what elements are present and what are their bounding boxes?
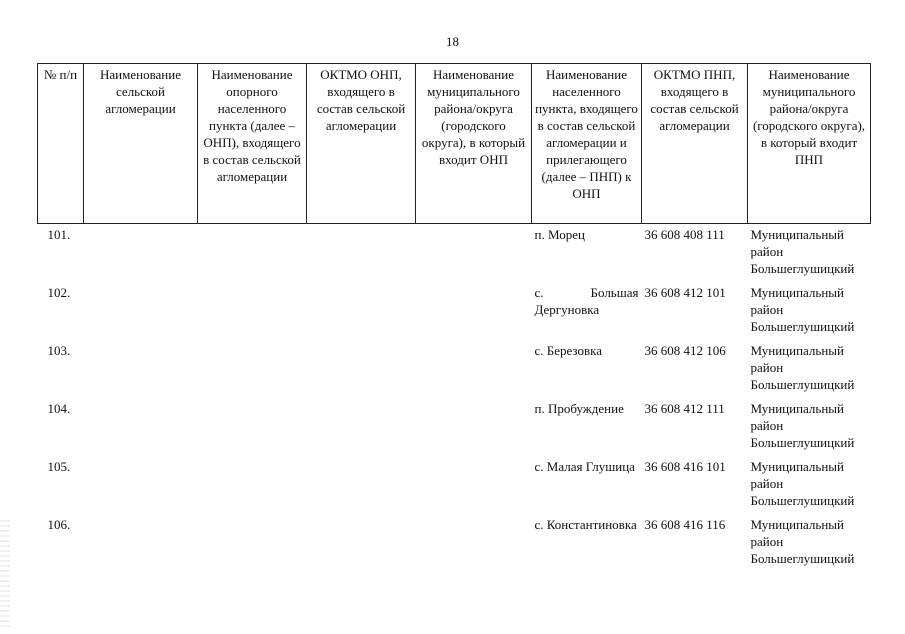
header-onp-oktmo: ОКТМО ОНП, входящего в состав сельской агломерации — [307, 64, 416, 224]
pnp-oktmo: 36 608 408 111 — [644, 227, 725, 242]
row-num: 103. — [47, 343, 71, 358]
table-row — [38, 456, 871, 514]
pnp-name: п. Морец — [534, 227, 585, 242]
pnp-district: Муниципальный район Большеглушицкий — [750, 227, 855, 276]
pnp-oktmo: 36 608 416 116 — [644, 517, 726, 532]
pnp-district: Муниципальный район Большеглушицкий — [750, 517, 855, 566]
header-row — [38, 64, 871, 224]
pnp-oktmo: 36 608 412 106 — [644, 343, 726, 358]
pnp-name: с. Константиновка — [534, 517, 637, 532]
pnp-district: Муниципальный район Большеглушицкий — [750, 285, 855, 334]
table-row — [38, 282, 871, 340]
row-num: 101. — [47, 227, 71, 242]
table-row — [38, 224, 871, 283]
header-pnp-name: Наименование населенного пункта, входящего в состав сельской агломерации и прилегающего (далее – ПНП) к ОНП — [532, 64, 642, 224]
table-row — [38, 340, 871, 398]
pnp-name: с. Березовка — [534, 343, 603, 358]
header-agglomeration: Наименование сельской агломерации — [84, 64, 198, 224]
pnp-oktmo: 36 608 416 101 — [644, 459, 726, 474]
page-number: 18 — [446, 34, 459, 49]
pnp-district: Муниципальный район Большеглушицкий — [750, 459, 855, 508]
table-row — [38, 514, 871, 572]
pnp-oktmo: 36 608 412 101 — [644, 285, 726, 300]
header-onp-name: Наименование опорного населенного пункта (далее – ОНП), входящего в состав сельской агломерации — [198, 64, 307, 224]
pnp-oktmo: 36 608 412 111 — [644, 401, 725, 416]
header-onp-district: Наименование муниципального района/округа (городского округа), в который входит ОНП — [416, 64, 532, 224]
scan-edge-artifact — [0, 520, 10, 630]
table-row — [38, 398, 871, 456]
pnp-name: с. Большая Дергуновка — [534, 285, 639, 317]
header-pnp-oktmo: ОКТМО ПНП, входящего в состав сельской агломерации — [642, 64, 748, 224]
pnp-name: с. Малая Глушица — [534, 459, 635, 474]
pnp-district: Муниципальный район Большеглушицкий — [750, 343, 855, 392]
row-num: 105. — [47, 459, 71, 474]
header-num: № п/п — [38, 64, 84, 224]
row-num: 102. — [47, 285, 71, 300]
agglomeration-table — [37, 63, 871, 572]
header-pnp-district: Наименование муниципального района/округа (городского округа), в который входит ПНП — [748, 64, 871, 224]
pnp-district: Муниципальный район Большеглушицкий — [750, 401, 855, 450]
row-num: 106. — [47, 517, 71, 532]
pnp-name: п. Пробуждение — [534, 401, 624, 416]
row-num: 104. — [47, 401, 71, 416]
